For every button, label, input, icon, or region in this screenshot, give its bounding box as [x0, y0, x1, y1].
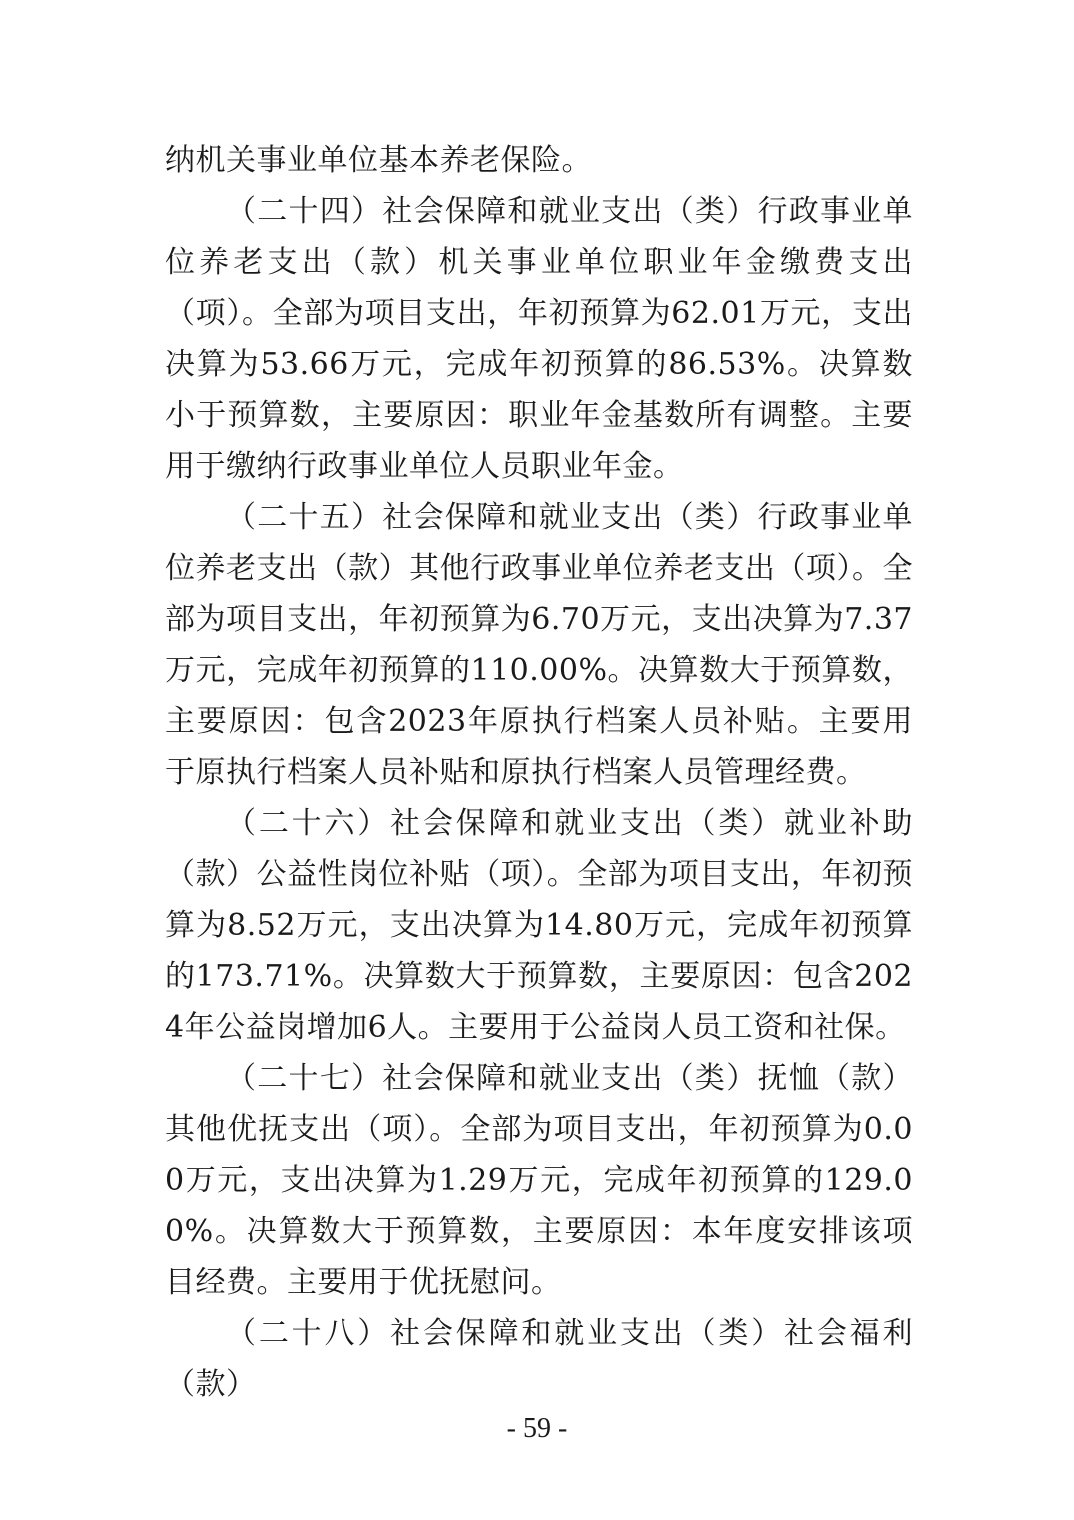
- document-body: [165, 135, 913, 1410]
- paragraph-item-28: （二十八）社会保障和就业支出（类）社会福利（款）: [165, 1316, 913, 1402]
- paragraph-item-26: （二十六）社会保障和就业支出（类）就业补助（款）公益性岗位补贴（项）。全部为项目支出，年初预算为8.52万元，支出决算为14.80万元，完成年初预算的173.71%。决算数大于预算数，主要原因：包含2024年公益岗增加6人。主要用于公益岗人员工资和社保。: [165, 806, 913, 1045]
- paragraph-item-24: （二十四）社会保障和就业支出（类）行政事业单位养老支出（款）机关事业单位职业年金缴费支出（项）。全部为项目支出，年初预算为62.01万元，支出决算为53.66万元，完成年初预算的86.53%。决算数小于预算数，主要原因：职业年金基数所有调整。主要用于缴纳行政事业单位人员职业年金。: [165, 194, 913, 484]
- paragraph-item-25: （二十五）社会保障和就业支出（类）行政事业单位养老支出（款）其他行政事业单位养老支出（项）。全部为项目支出，年初预算为6.70万元，支出决算为7.37万元，完成年初预算的110.00%。决算数大于预算数，主要原因：包含2023年原执行档案人员补贴。主要用于原执行档案人员补贴和原执行档案人员管理经费。: [165, 500, 913, 790]
- paragraph-continuation: 纳机关事业单位基本养老保险。: [165, 143, 592, 178]
- paragraph-item-27: （二十七）社会保障和就业支出（类）抚恤（款）其他优抚支出（项）。全部为项目支出，年初预算为0.00万元，支出决算为1.29万元，完成年初预算的129.00%。决算数大于预算数，主要原因：本年度安排该项目经费。主要用于优抚慰问。: [165, 1061, 913, 1300]
- page-number: - 59 -: [506, 1413, 568, 1444]
